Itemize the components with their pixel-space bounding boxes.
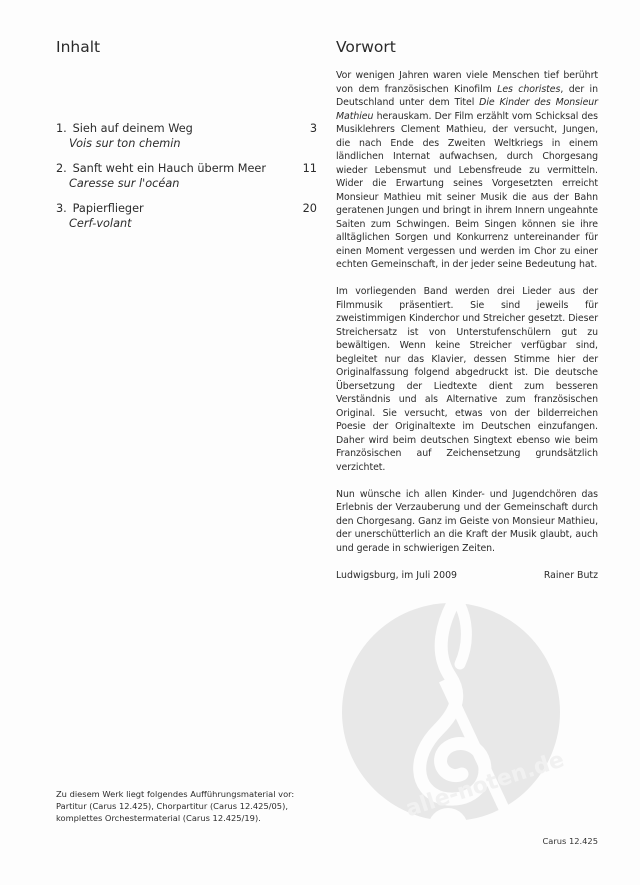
table-of-contents [56, 121, 317, 241]
signature-line [336, 569, 598, 583]
toc-item-page: 20 [302, 202, 317, 215]
toc-item-subtitle: Cerf-volant [69, 217, 132, 230]
toc-item[interactable] [56, 121, 317, 151]
toc-item-title: Sanft weht ein Hauch überm Meer [72, 162, 267, 175]
preface-title: Vorwort [336, 38, 396, 56]
toc-item-number: 2. [56, 162, 67, 175]
material-line: Partitur (Carus 12.425), Chorpartitur (Carus 12.425/05), [56, 801, 288, 811]
toc-item[interactable] [56, 201, 317, 231]
toc-item-title-wrap [56, 121, 193, 136]
preface-paragraph-1 [336, 69, 598, 272]
toc-item[interactable] [56, 161, 317, 191]
place-date: Ludwigsburg, im Juli 2009 [336, 569, 458, 581]
film-title-french: Les choristes [497, 83, 561, 95]
material-line: komplettes Orchestermaterial (Carus 12.425/19). [56, 813, 261, 823]
toc-item-title: Papierflieger [72, 202, 144, 215]
preface-body [336, 69, 598, 582]
performance-material-note [56, 788, 326, 824]
toc-item-page: 11 [302, 162, 317, 175]
toc-item-number: 3. [56, 202, 67, 215]
toc-item-subtitle: Caresse sur l'océan [69, 177, 180, 190]
toc-item-title: Sieh auf deinem Weg [72, 122, 193, 135]
toc-item-title-wrap [56, 161, 266, 176]
preface-text: , der in Deutschland unter dem Titel [336, 83, 598, 108]
catalog-number: Carus 12.425 [542, 836, 598, 846]
toc-item-subtitle: Vois sur ton chemin [69, 137, 181, 150]
material-line: Zu diesem Werk liegt folgendes Aufführungsmaterial vor: [56, 789, 295, 799]
watermark [338, 602, 564, 826]
preface-text: herauskam. Der Film erzählt vom Schicksal des Musiklehrers Clement Mathieu, der versucht, Jungen, die nach Ende des Zweiten Weltkriegs in einem ländlichen Internat aufwachsen, durch Chorgesang wieder Lebensmut und Lebensfreude zu vermitteln. Wider die Erwartung seines Vorgesetzten erreicht Monsieur Mathieu mit seiner Musik die aus der Bahn geratenen Jungen und bringt in ihrem Innern ungeahnte Saiten zum Schwingen. Beim Singen können sie ihre alltäglichen Sorgen und Konkurrenz untereinander für einen Moment vergessen und werden im Chor zu einer echten Gemeinschaft, in der jeder seine Bedeutung hat. [336, 110, 598, 270]
toc-item-page: 3 [309, 122, 317, 135]
toc-item-title-wrap [56, 201, 144, 216]
film-title-german: Die Kinder des Monsieur Mathieu [336, 97, 598, 122]
toc-title: Inhalt [56, 38, 101, 56]
toc-item-number: 1. [56, 122, 67, 135]
author-name: Rainer Butz [543, 569, 598, 581]
treble-clef-icon [338, 602, 564, 826]
preface-paragraph-3: Nun wünsche ich allen Kinder- und Jugendchören das Erlebnis der Verzauberung und der Gemeinschaft durch den Chorgesang. Ganz im Geiste von Monsieur Mathieu, der unerschütterlich an die Kraft der Musik glaubt, auch und gerade in schwierigen Zeiten. [336, 488, 598, 554]
watermark-text: alle-noten.de [402, 747, 564, 823]
preface-paragraph-2: Im vorliegenden Band werden drei Lieder aus der Filmmusik präsentiert. Sie sind jeweils für zweistimmigen Kinderchor und Streicher gesetzt. Dieser Streichersatz ist von Unterstufenschülern gut zu bewältigen. Wenn keine Streicher verfügbar sind, begleitet nur das Klavier, dessen Stimme hier der Originalfassung folgend abgedruckt ist. Die deutsche Übersetzung der Liedtexte dient zum besseren Verständnis und als Alternative zum französischen Original. Sie versucht, etwas von der bilderreichen Poesie der Originaltexte im Deutschen einzufangen. Daher wird beim deutschen Singtext ebenso wie beim Französischen auf Zeichensetzung grundsätzlich verzichtet. [336, 286, 598, 473]
preface-text: Vor wenigen Jahren waren viele Menschen tief berührt von dem französischen Kinofilm [336, 70, 598, 95]
